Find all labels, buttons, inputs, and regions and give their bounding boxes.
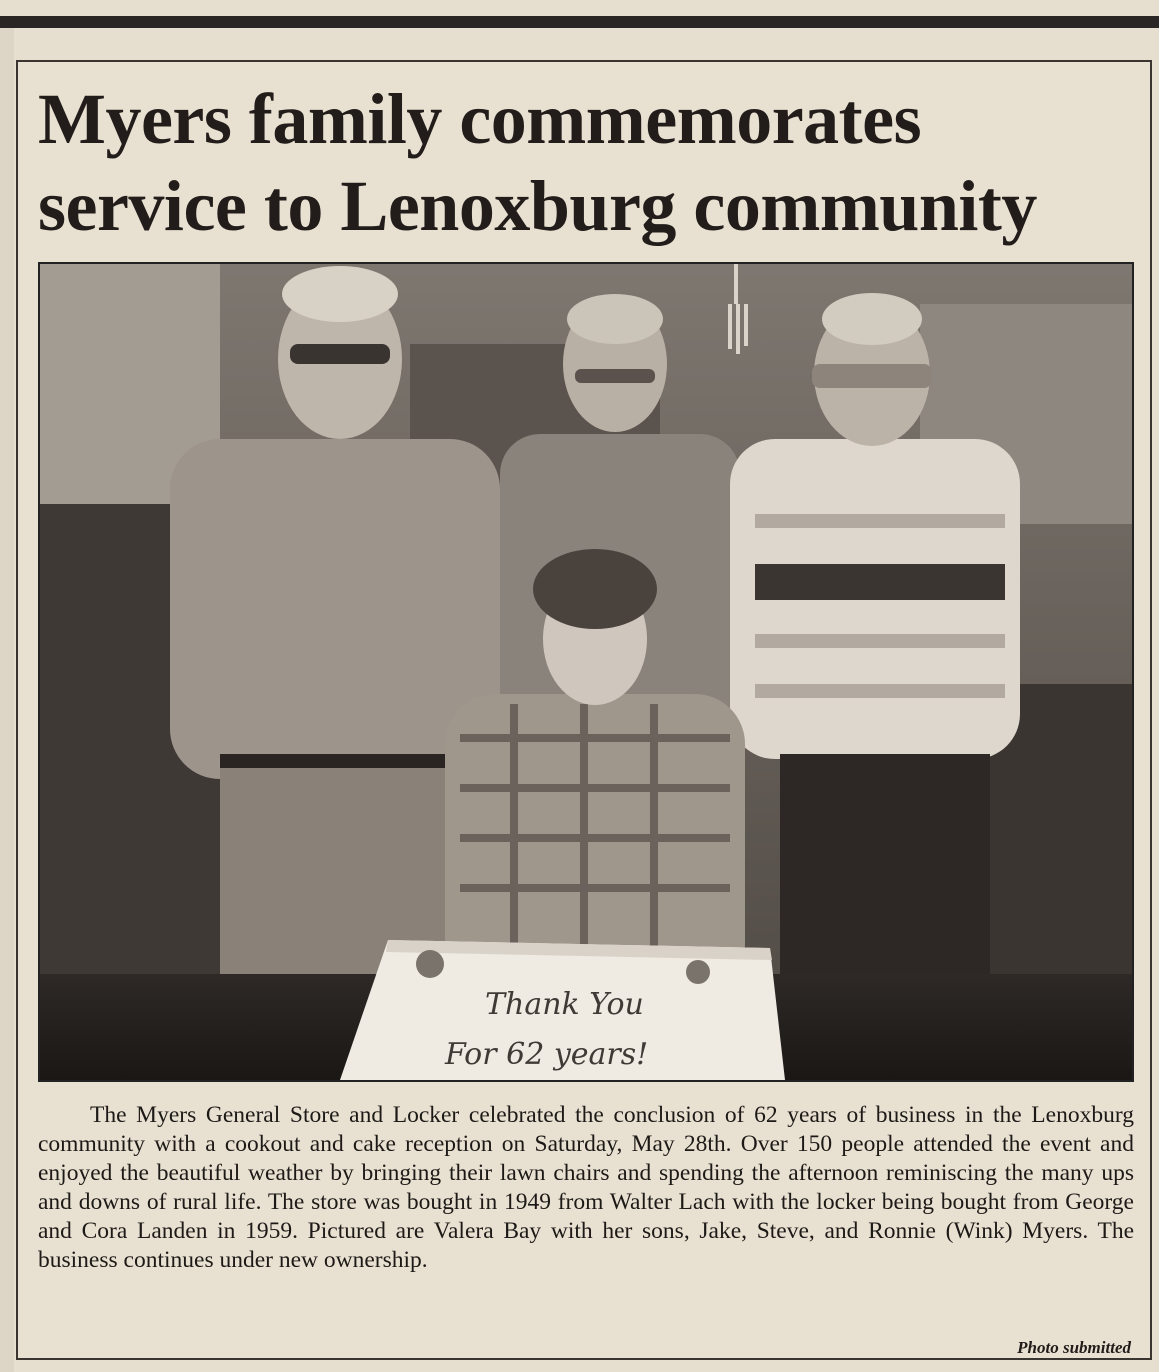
headline-line-1: Myers family commemorates xyxy=(38,79,922,159)
top-rule xyxy=(0,16,1159,28)
headline-line-2: service to Lenoxburg community xyxy=(38,166,1037,246)
headline xyxy=(38,76,1138,250)
photo-caption: The Myers General Store and Locker celebrated the conclusion of 62 years of business in the Lenoxburg community with a cookout and cake reception on Saturday, May 28th. Over 150 people attended the event and enjoyed the beautiful weather by bringing their lawn chairs and spending the afternoon reminiscing the many ups and downs of rural life. The store was bought in 1949 from Walter Lach with the locker being bought from George and Cora Landen in 1959. Pictured are Valera Bay with her sons, Jake, Steve, and Ronnie (Wink) Myers. The business continues under new ownership. xyxy=(38,1102,1134,1273)
cake-text-line-1: Thank You xyxy=(485,987,644,1022)
family-photo xyxy=(38,262,1134,1082)
page-edge xyxy=(0,28,14,1372)
photo-credit: Photo submitted xyxy=(1017,1338,1131,1357)
cake xyxy=(340,940,785,1080)
cake-text-line-2: For 62 years! xyxy=(445,1037,649,1072)
